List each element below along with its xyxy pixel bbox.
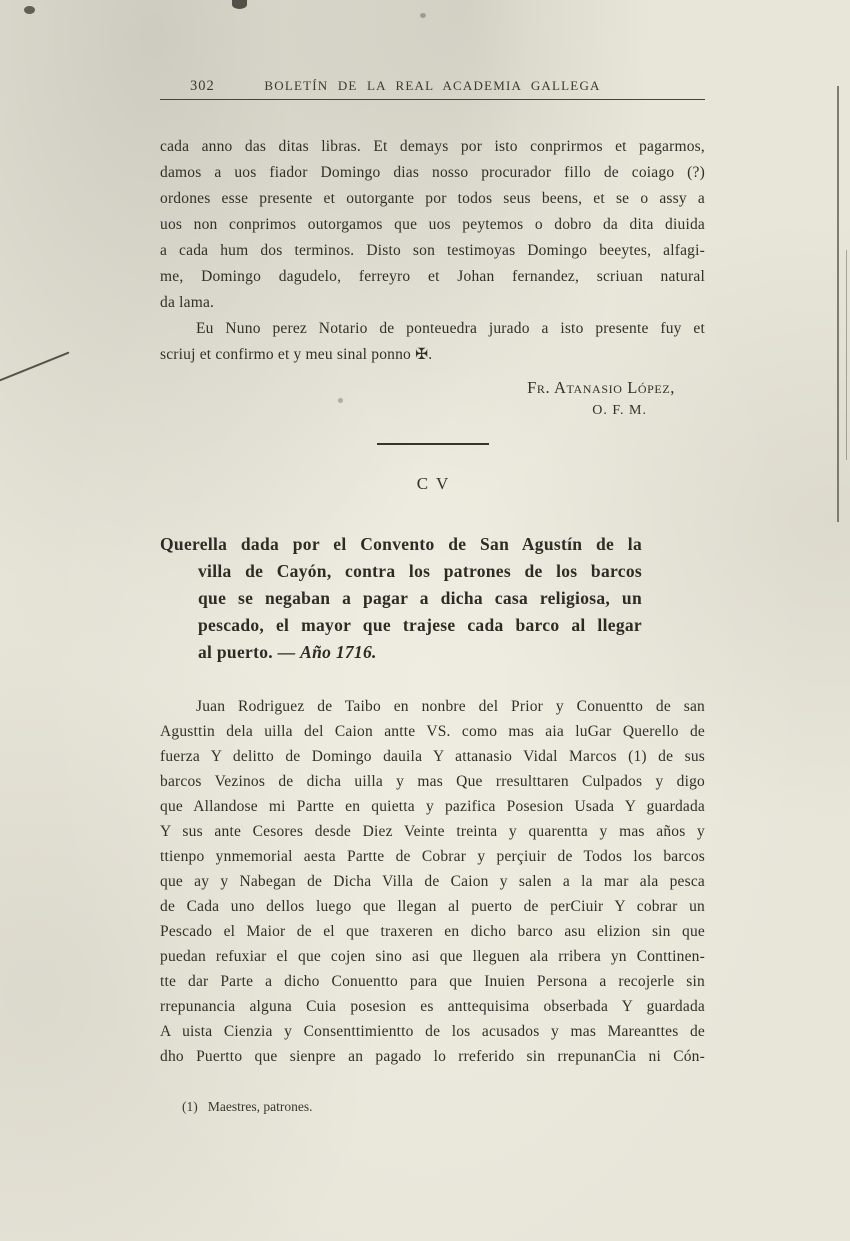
article-title-lines [160, 531, 642, 639]
text-line: Querella dada por el Convento de San Agustín de la [160, 534, 642, 554]
text-line: A uista Cienzia y Consenttimientto de los acusados y mas Mareanttes de [160, 1023, 705, 1040]
running-title: BOLETÍN DE LA REAL ACADEMIA GALLEGA [264, 78, 601, 93]
text-line: dho Puertto que sienpre an pagado lo rreferido sin rrepunanCia ni Cón- [160, 1048, 705, 1065]
signature-order: O. F. M. [592, 403, 647, 418]
scan-speck [420, 13, 426, 18]
article-continuation [160, 134, 705, 420]
scan-speck [232, 0, 247, 9]
article-title-last-line [160, 639, 642, 666]
text-line: scriuj et confirmo et y meu sinal ponno ✠. [160, 346, 433, 363]
text-line: de Cada uno dellos luego que llegan al puerto de perCiuir Y cobrar un [160, 898, 705, 915]
text-line: uos non conprimos outorgamos que uos peytemos o dobro da dita diuida [160, 216, 705, 233]
footnote: (1) Maestres, patrones. [182, 1099, 313, 1114]
text-line: a cada hum dos terminos. Disto son testimoyas Domingo beeytes, alfagi- [160, 242, 705, 259]
text-line: Agusttin dela uilla del Caion antte VS. como mas aia luGar Querello de [160, 723, 705, 740]
page-number: 302 [190, 78, 215, 94]
text-line: Eu Nuno perez Notario de ponteuedra jurado a isto presente fuy et [196, 320, 705, 337]
text-line: que Allandose mi Partte en quietta y pazifica Posesion Usada Y guardada [160, 798, 705, 815]
page-header [160, 78, 705, 95]
paragraph-continuation [160, 134, 705, 316]
paragraph-notary [160, 316, 705, 368]
scan-diagonal-mark [0, 351, 70, 382]
page-content [160, 78, 705, 1115]
section-divider-rule [377, 443, 489, 445]
text-line: cada anno das ditas libras. Et demays por isto conprirmos et pagarmos, [160, 138, 705, 155]
text-line: pescado, el mayor que trajese cada barco al llegar [198, 615, 642, 635]
text-line: que ay y Nabegan de Dicha Villa de Caion y salen a la mar ala pesca [160, 873, 705, 890]
article-title-year: Año 1716. [300, 642, 377, 662]
text-line: villa de Cayón, contra los patrones de los barcos [198, 561, 642, 581]
text-line: damos a uos fiador Domingo dias nosso procurador fillo de coiago (?) [160, 164, 705, 181]
scan-vertical-crease [837, 86, 839, 522]
text-line: ttienpo ynmemorial aesta Partte de Cobrar y perçiuir de Todos los barcos [160, 848, 705, 865]
text-line: Y sus ante Cesores desde Diez Veinte treinta y quarentta y mas años y [160, 823, 705, 840]
text-line: fuerza Y delitto de Domingo dauila Y attanasio Vidal Marcos (1) de sus [160, 748, 705, 765]
article-number: CV [416, 474, 457, 493]
signature-block [160, 378, 705, 420]
article-body [160, 694, 705, 1069]
text-line: puedan refuxiar el que cojen sino asi que lleguen ala rribera yn Conttinen- [160, 948, 705, 965]
signature-name: Fr. Atanasio López, [527, 378, 675, 397]
text-line: Pescado el Maior de el que traxeren en dicho barco asu elizion sin que [160, 923, 705, 940]
text-line: barcos Vezinos de dicha uilla y mas Que rresulttaren Culpados y digo [160, 773, 705, 790]
text-line: me, Domingo dagudelo, ferreyro et Johan fernandez, scriuan natural [160, 268, 705, 285]
article-title-last-plain: al puerto. — [198, 642, 301, 662]
text-line: ordones esse presente et outorgante por todos seus beens, et se o assy a [160, 190, 705, 207]
text-line: rrepunancia alguna Cuia posesion es anttequisima obserbada Y guardada [160, 998, 705, 1015]
text-line: que se negaban a pagar a dicha casa religiosa, un [198, 588, 642, 608]
scan-vertical-crease [846, 250, 847, 460]
scan-speck [24, 6, 35, 14]
text-line: da lama. [160, 294, 215, 311]
article-title [160, 531, 642, 666]
text-line: tte dar Parte a dicho Conuentto para que Inuien Persona a recojerle sin [160, 973, 705, 990]
text-line: Juan Rodriguez de Taibo en nonbre del Prior y Conuentto de san [196, 698, 705, 715]
header-rule [160, 99, 705, 100]
